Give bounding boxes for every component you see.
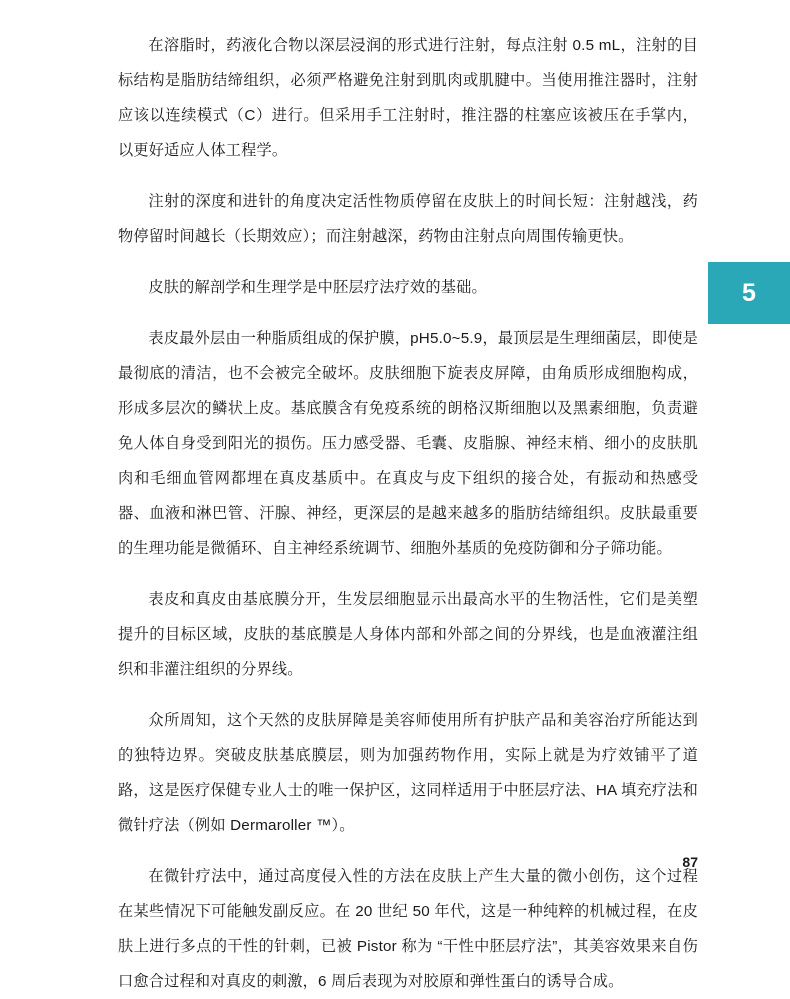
paragraph: 在溶脂时，药液化合物以深层浸润的形式进行注射，每点注射 0.5 mL，注射的目标结构是脂肪结缔组织，必须严格避免注射到肌肉或肌腱中。当使用推注器时，注射应该以连续模式（C）进行。但采用手工注射时，推注器的柱塞应该被压在手掌内，以更好适应人体工程学。 bbox=[118, 37, 698, 159]
page-body-text bbox=[118, 28, 698, 999]
paragraph: 注射的深度和进针的角度决定活性物质停留在皮肤上的时间长短：注射越浅，药物停留时间越长（长期效应）；而注射越深，药物由注射点向周围传输更快。 bbox=[118, 193, 698, 245]
paragraph: 皮肤的解剖学和生理学是中胚层疗法疗效的基础。 bbox=[148, 279, 487, 296]
paragraph: 众所周知，这个天然的皮肤屏障是美容师使用所有护肤产品和美容治疗所能达到的独特边界。突破皮肤基底膜层，则为加强药物作用，实际上就是为疗效铺平了道路，这是医疗保健专业人士的唯一保护区，这同样适用于中胚层疗法、HA 填充疗法和微针疗法（例如 Dermaroller ™）。 bbox=[118, 712, 698, 834]
paragraph: 表皮最外层由一种脂质组成的保护膜，pH5.0~5.9，最顶层是生理细菌层，即使是最彻底的清洁，也不会被完全破坏。皮肤细胞下旋表皮屏障，由角质形成细胞构成，形成多层次的鳞状上皮。基底膜含有免疫系统的朗格汉斯细胞以及黑素细胞，负责避免人体自身受到阳光的损伤。压力感受器、毛囊、皮脂腺、神经末梢、细小的皮肤肌肉和毛细血管网都埋在真皮基质中。在真皮与皮下组织的接合处，有振动和热感受器、血液和淋巴管、汗腺、神经，更深层的是越来越多的脂肪结缔组织。皮肤最重要的生理功能是微循环、自主神经系统调节、细胞外基质的免疫防御和分子筛功能。 bbox=[118, 330, 698, 557]
paragraph: 在微针疗法中，通过高度侵入性的方法在皮肤上产生大量的微小创伤，这个过程在某些情况下可能触发副反应。在 20 世纪 50 年代，这是一种纯粹的机械过程，在皮肤上进行多点的干性的针刺，已被 Pistor 称为 “干性中胚层疗法”，其美容效果来自伤口愈合过程和对真皮的刺激，6 周后表现为对胶原和弹性蛋白的诱导合成。 bbox=[118, 868, 698, 990]
page-number: 87 bbox=[682, 854, 698, 870]
chapter-number-tab: 5 bbox=[708, 262, 790, 324]
paragraph: 表皮和真皮由基底膜分开，生发层细胞显示出最高水平的生物活性，它们是美塑提升的目标区域，皮肤的基底膜是人身体内部和外部之间的分界线，也是血液灌注组织和非灌注组织的分界线。 bbox=[118, 591, 698, 678]
